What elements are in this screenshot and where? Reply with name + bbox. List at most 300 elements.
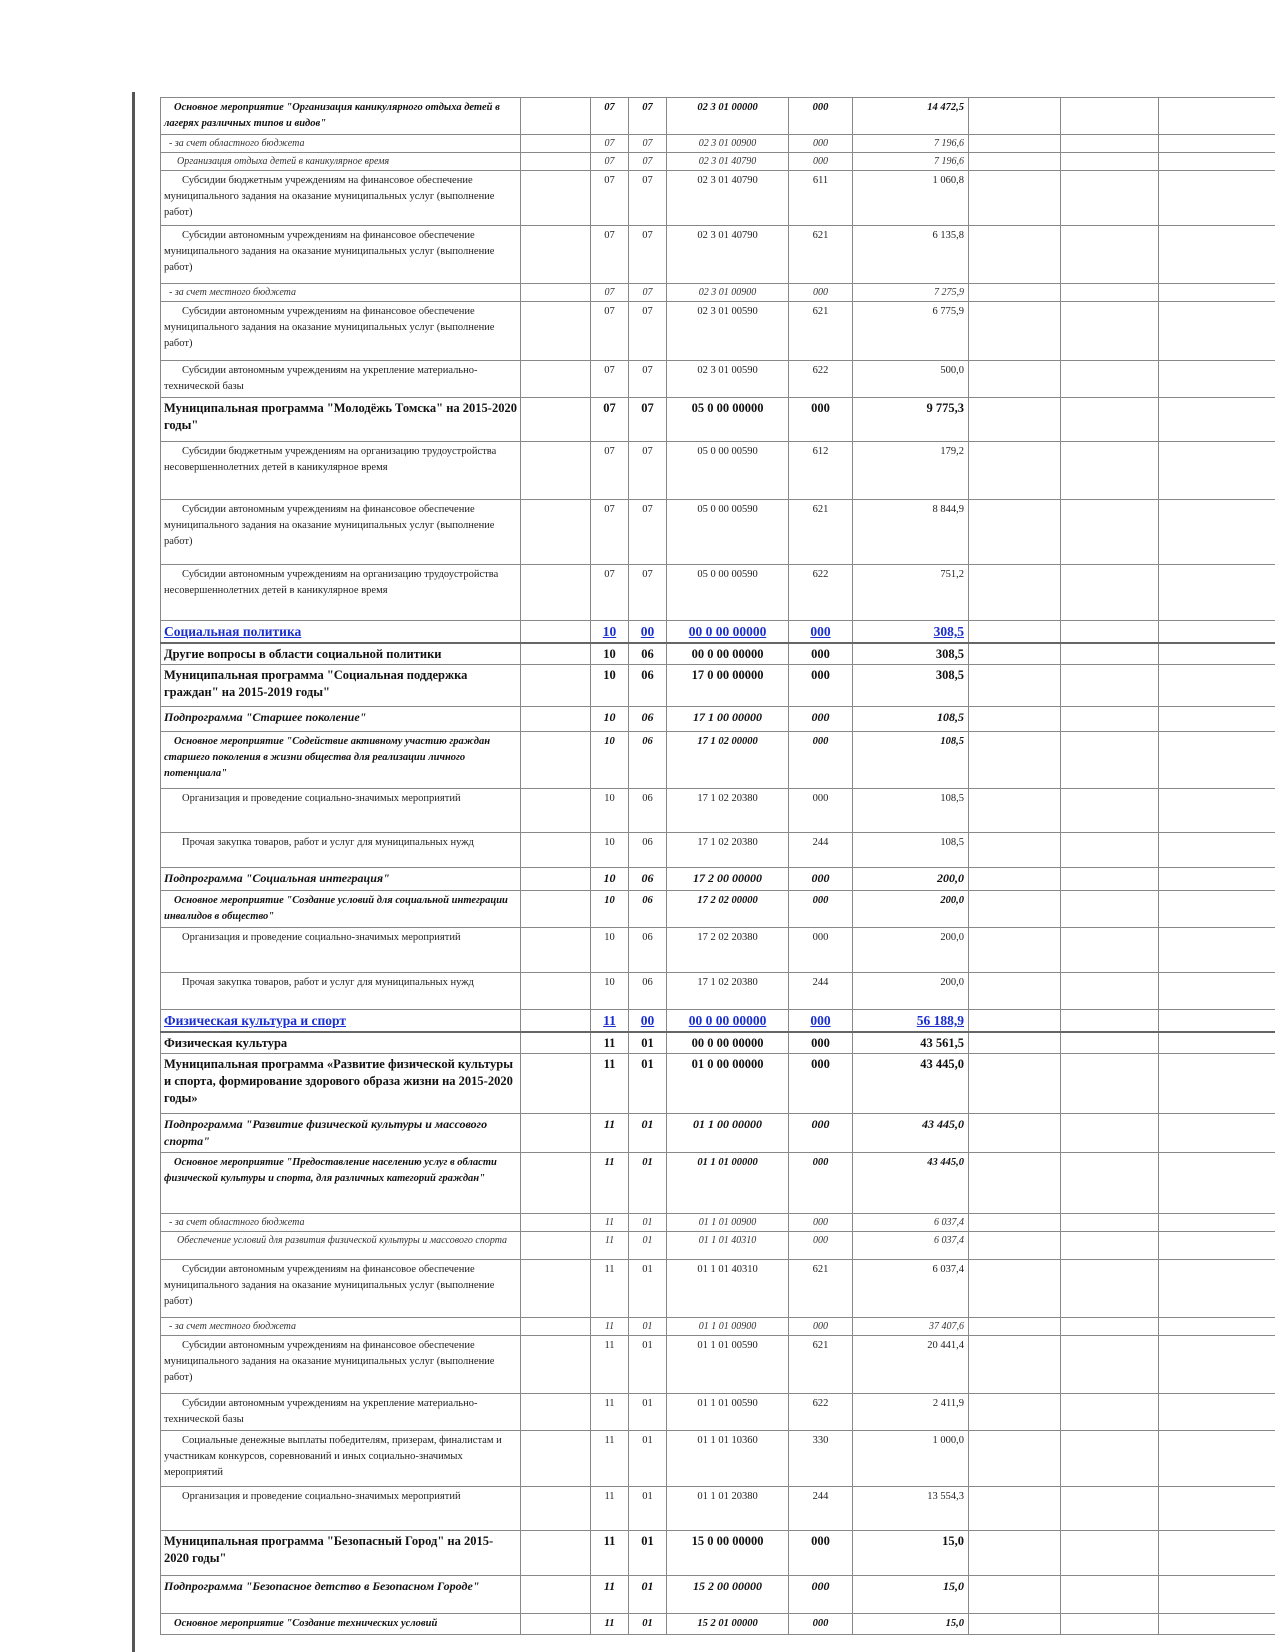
row-empty-cell	[1061, 442, 1159, 500]
row-amount: 108,5	[853, 833, 969, 868]
row-empty-cell	[521, 928, 591, 973]
row-name: Основное мероприятие "Создание условий для социальной интеграции инвалидов в общество"	[161, 891, 521, 928]
row-amount: 500,0	[853, 361, 969, 398]
table-row	[161, 442, 1275, 500]
row-amount: 1 060,8	[853, 171, 969, 226]
row-amount: 15,0	[853, 1576, 969, 1614]
row-section-code: 10	[591, 928, 629, 973]
row-target-article: 00 0 00 00000	[667, 643, 789, 665]
row-name: Субсидии автономным учреждениям на финансовое обеспечение муниципального задания на оказание муниципальных услуг (выполнение работ)	[161, 226, 521, 284]
row-amount: 14 472,5	[853, 98, 969, 135]
row-empty-cell	[1061, 732, 1159, 789]
row-target-article: 02 3 01 40790	[667, 171, 789, 226]
row-section-code: 07	[591, 153, 629, 171]
row-empty-cell	[521, 302, 591, 361]
row-empty-cell	[969, 868, 1061, 891]
row-amount: 13 554,3	[853, 1487, 969, 1531]
row-expense-type: 000	[789, 153, 853, 171]
row-empty-cell	[521, 665, 591, 707]
row-section-code: 10	[591, 643, 629, 665]
row-target-article: 05 0 00 00590	[667, 565, 789, 621]
row-section-code: 11	[591, 1576, 629, 1614]
row-empty-cell	[1159, 98, 1275, 135]
row-empty-cell	[969, 1214, 1061, 1232]
table-row	[161, 500, 1275, 565]
row-expense-type: 000	[789, 1054, 853, 1114]
table-row	[161, 928, 1275, 973]
row-section-code: 07	[591, 226, 629, 284]
row-empty-cell	[1061, 1260, 1159, 1318]
row-empty-cell	[969, 361, 1061, 398]
row-empty-cell	[1159, 1336, 1275, 1394]
row-name: - за счет областного бюджета	[161, 1214, 521, 1232]
table-row	[161, 284, 1275, 302]
row-section-code: 10	[591, 707, 629, 732]
row-section-code: 10	[591, 621, 629, 644]
row-subsection-code: 06	[629, 833, 667, 868]
table-row	[161, 153, 1275, 171]
row-subsection-code: 01	[629, 1214, 667, 1232]
row-target-article: 00 0 00 00000	[667, 621, 789, 644]
row-subsection-code: 06	[629, 973, 667, 1010]
row-amount: 56 188,9	[853, 1010, 969, 1033]
row-subsection-code: 07	[629, 442, 667, 500]
row-empty-cell	[1159, 1531, 1275, 1576]
row-empty-cell	[969, 500, 1061, 565]
row-empty-cell	[1159, 1576, 1275, 1614]
table-row	[161, 1336, 1275, 1394]
page-left-rule	[132, 92, 135, 1652]
row-empty-cell	[521, 226, 591, 284]
row-empty-cell	[969, 1032, 1061, 1054]
row-empty-cell	[521, 1318, 591, 1336]
row-amount: 179,2	[853, 442, 969, 500]
row-empty-cell	[1061, 1614, 1159, 1635]
row-expense-type: 622	[789, 1394, 853, 1431]
row-section-code: 07	[591, 442, 629, 500]
row-name: Подпрограмма "Развитие физической культуры и массового спорта"	[161, 1114, 521, 1153]
row-subsection-code: 01	[629, 1336, 667, 1394]
row-empty-cell	[521, 500, 591, 565]
row-target-article: 02 3 01 00000	[667, 98, 789, 135]
row-subsection-code: 01	[629, 1487, 667, 1531]
row-section-code: 07	[591, 98, 629, 135]
row-section-code: 11	[591, 1232, 629, 1260]
row-name: Подпрограмма "Безопасное детство в Безопасном Городе"	[161, 1576, 521, 1614]
row-empty-cell	[1159, 621, 1275, 644]
row-section-code: 10	[591, 868, 629, 891]
row-empty-cell	[1159, 789, 1275, 833]
table-row	[161, 361, 1275, 398]
table-row	[161, 1260, 1275, 1318]
row-name: Организация отдыха детей в каникулярное время	[161, 153, 521, 171]
row-expense-type: 000	[789, 1214, 853, 1232]
row-amount: 6 775,9	[853, 302, 969, 361]
row-target-article: 00 0 00 00000	[667, 1010, 789, 1033]
row-empty-cell	[969, 1010, 1061, 1033]
row-amount: 200,0	[853, 928, 969, 973]
row-subsection-code: 07	[629, 284, 667, 302]
row-empty-cell	[1159, 1054, 1275, 1114]
row-amount: 200,0	[853, 868, 969, 891]
row-amount: 7 196,6	[853, 153, 969, 171]
row-empty-cell	[969, 1232, 1061, 1260]
row-name: Субсидии бюджетным учреждениям на организацию трудоустройства несовершеннолетних детей в каникулярное время	[161, 442, 521, 500]
row-amount: 308,5	[853, 665, 969, 707]
table-row	[161, 1614, 1275, 1635]
table-row	[161, 98, 1275, 135]
row-empty-cell	[969, 1153, 1061, 1214]
table-row	[161, 1054, 1275, 1114]
row-name: Муниципальная программа "Социальная поддержка граждан" на 2015-2019 годы"	[161, 665, 521, 707]
row-empty-cell	[1061, 621, 1159, 644]
row-empty-cell	[969, 1531, 1061, 1576]
row-empty-cell	[521, 98, 591, 135]
row-empty-cell	[1159, 1614, 1275, 1635]
row-name: - за счет местного бюджета	[161, 1318, 521, 1336]
row-section-code: 07	[591, 398, 629, 442]
row-expense-type: 612	[789, 442, 853, 500]
row-subsection-code: 06	[629, 928, 667, 973]
row-subsection-code: 07	[629, 171, 667, 226]
row-empty-cell	[1061, 226, 1159, 284]
row-subsection-code: 01	[629, 1614, 667, 1635]
table-row	[161, 707, 1275, 732]
row-expense-type: 000	[789, 868, 853, 891]
row-target-article: 01 1 01 40310	[667, 1260, 789, 1318]
table-row	[161, 665, 1275, 707]
row-empty-cell	[521, 1214, 591, 1232]
row-subsection-code: 07	[629, 361, 667, 398]
row-section-code: 11	[591, 1336, 629, 1394]
table-row	[161, 789, 1275, 833]
row-name: Прочая закупка товаров, работ и услуг для муниципальных нужд	[161, 833, 521, 868]
table-row	[161, 973, 1275, 1010]
row-amount: 7 196,6	[853, 135, 969, 153]
row-target-article: 02 3 01 00900	[667, 135, 789, 153]
row-section-code: 11	[591, 1054, 629, 1114]
row-empty-cell	[1061, 891, 1159, 928]
row-empty-cell	[1159, 833, 1275, 868]
row-empty-cell	[969, 171, 1061, 226]
row-target-article: 05 0 00 00000	[667, 398, 789, 442]
row-empty-cell	[1159, 565, 1275, 621]
table-row	[161, 1576, 1275, 1614]
row-empty-cell	[1159, 171, 1275, 226]
row-empty-cell	[521, 361, 591, 398]
row-section-code: 07	[591, 500, 629, 565]
row-name: Основное мероприятие "Организация каникулярного отдыха детей в лагерях различных типов и видов"	[161, 98, 521, 135]
row-empty-cell	[1159, 1394, 1275, 1431]
row-target-article: 02 3 01 00590	[667, 302, 789, 361]
table-row	[161, 226, 1275, 284]
row-empty-cell	[969, 398, 1061, 442]
row-empty-cell	[521, 1114, 591, 1153]
row-target-article: 01 1 01 00900	[667, 1318, 789, 1336]
row-target-article: 01 1 01 00000	[667, 1153, 789, 1214]
row-empty-cell	[969, 707, 1061, 732]
row-empty-cell	[969, 442, 1061, 500]
row-expense-type: 622	[789, 361, 853, 398]
row-name: Обеспечение условий для развития физической культуры и массового спорта	[161, 1232, 521, 1260]
row-empty-cell	[1061, 1318, 1159, 1336]
row-empty-cell	[521, 1614, 591, 1635]
row-expense-type: 621	[789, 1260, 853, 1318]
row-subsection-code: 06	[629, 665, 667, 707]
table-row	[161, 643, 1275, 665]
table-row	[161, 732, 1275, 789]
row-expense-type: 000	[789, 98, 853, 135]
row-section-code: 07	[591, 302, 629, 361]
row-empty-cell	[1159, 1431, 1275, 1487]
row-target-article: 01 0 00 00000	[667, 1054, 789, 1114]
table-row	[161, 565, 1275, 621]
row-amount: 108,5	[853, 707, 969, 732]
row-expense-type: 621	[789, 302, 853, 361]
row-empty-cell	[1061, 135, 1159, 153]
row-section-code: 07	[591, 135, 629, 153]
row-amount: 308,5	[853, 643, 969, 665]
row-empty-cell	[969, 1431, 1061, 1487]
row-target-article: 17 1 02 20380	[667, 789, 789, 833]
row-empty-cell	[521, 153, 591, 171]
row-name: Субсидии автономным учреждениям на финансовое обеспечение муниципального задания на оказание муниципальных услуг (выполнение работ)	[161, 1336, 521, 1394]
row-subsection-code: 07	[629, 565, 667, 621]
row-empty-cell	[969, 789, 1061, 833]
row-amount: 751,2	[853, 565, 969, 621]
row-target-article: 02 3 01 00900	[667, 284, 789, 302]
row-subsection-code: 01	[629, 1153, 667, 1214]
row-empty-cell	[969, 1336, 1061, 1394]
row-empty-cell	[1061, 1487, 1159, 1531]
row-empty-cell	[1061, 1431, 1159, 1487]
row-empty-cell	[521, 565, 591, 621]
row-empty-cell	[1061, 973, 1159, 1010]
row-empty-cell	[969, 302, 1061, 361]
row-subsection-code: 01	[629, 1114, 667, 1153]
row-empty-cell	[1159, 973, 1275, 1010]
row-amount: 20 441,4	[853, 1336, 969, 1394]
row-target-article: 05 0 00 00590	[667, 442, 789, 500]
row-empty-cell	[969, 135, 1061, 153]
row-empty-cell	[1061, 833, 1159, 868]
row-section-code: 11	[591, 1487, 629, 1531]
row-target-article: 01 1 00 00000	[667, 1114, 789, 1153]
table-row	[161, 398, 1275, 442]
table-row	[161, 1487, 1275, 1531]
row-expense-type: 621	[789, 500, 853, 565]
row-target-article: 01 1 01 00900	[667, 1214, 789, 1232]
row-expense-type: 244	[789, 1487, 853, 1531]
row-target-article: 01 1 01 00590	[667, 1394, 789, 1431]
row-empty-cell	[1159, 284, 1275, 302]
row-empty-cell	[521, 135, 591, 153]
row-name: Субсидии автономным учреждениям на финансовое обеспечение муниципального задания на оказание муниципальных услуг (выполнение работ)	[161, 500, 521, 565]
row-empty-cell	[521, 868, 591, 891]
row-subsection-code: 01	[629, 1054, 667, 1114]
row-amount: 6 037,4	[853, 1260, 969, 1318]
row-expense-type: 000	[789, 621, 853, 644]
row-name: - за счет местного бюджета	[161, 284, 521, 302]
row-empty-cell	[1061, 153, 1159, 171]
row-empty-cell	[521, 1232, 591, 1260]
row-target-article: 17 1 02 20380	[667, 973, 789, 1010]
row-subsection-code: 07	[629, 226, 667, 284]
table-row	[161, 1153, 1275, 1214]
row-expense-type: 000	[789, 1232, 853, 1260]
row-expense-type: 611	[789, 171, 853, 226]
row-expense-type: 000	[789, 1010, 853, 1033]
row-name: Социальная политика	[161, 621, 521, 644]
row-amount: 15,0	[853, 1614, 969, 1635]
row-empty-cell	[521, 1260, 591, 1318]
row-empty-cell	[969, 1318, 1061, 1336]
row-empty-cell	[1061, 284, 1159, 302]
row-expense-type: 000	[789, 1318, 853, 1336]
row-empty-cell	[1061, 1336, 1159, 1394]
row-target-article: 00 0 00 00000	[667, 1032, 789, 1054]
row-empty-cell	[1061, 707, 1159, 732]
row-empty-cell	[969, 1054, 1061, 1114]
row-section-code: 07	[591, 171, 629, 226]
row-empty-cell	[521, 398, 591, 442]
row-subsection-code: 01	[629, 1260, 667, 1318]
row-empty-cell	[1061, 1576, 1159, 1614]
row-empty-cell	[969, 226, 1061, 284]
row-name: Основное мероприятие "Содействие активному участию граждан старшего поколения в жизни общества для реализации личного потенциала"	[161, 732, 521, 789]
row-amount: 43 445,0	[853, 1153, 969, 1214]
row-section-code: 11	[591, 1214, 629, 1232]
row-name: Субсидии автономным учреждениям на финансовое обеспечение муниципального задания на оказание муниципальных услуг (выполнение работ)	[161, 302, 521, 361]
row-subsection-code: 06	[629, 732, 667, 789]
row-subsection-code: 07	[629, 98, 667, 135]
row-expense-type: 000	[789, 1576, 853, 1614]
row-empty-cell	[969, 732, 1061, 789]
row-empty-cell	[1159, 732, 1275, 789]
row-name: Подпрограмма "Социальная интеграция"	[161, 868, 521, 891]
row-expense-type: 244	[789, 973, 853, 1010]
row-name: Подпрограмма "Старшее поколение"	[161, 707, 521, 732]
row-amount: 6 135,8	[853, 226, 969, 284]
row-subsection-code: 06	[629, 891, 667, 928]
row-name: Социальные денежные выплаты победителям, призерам, финалистам и участникам конкурсов, соревнований и иных социально-значимых мероприятий	[161, 1431, 521, 1487]
row-section-code: 11	[591, 1394, 629, 1431]
row-target-article: 02 3 01 40790	[667, 153, 789, 171]
row-empty-cell	[521, 621, 591, 644]
row-subsection-code: 07	[629, 398, 667, 442]
row-section-code: 11	[591, 1614, 629, 1635]
row-target-article: 17 2 02 00000	[667, 891, 789, 928]
row-subsection-code: 06	[629, 643, 667, 665]
row-empty-cell	[1061, 302, 1159, 361]
budget-table-body	[161, 98, 1275, 1635]
row-empty-cell	[1061, 1153, 1159, 1214]
row-target-article: 02 3 01 40790	[667, 226, 789, 284]
row-empty-cell	[521, 1153, 591, 1214]
row-empty-cell	[1159, 135, 1275, 153]
row-section-code: 10	[591, 891, 629, 928]
row-empty-cell	[521, 1336, 591, 1394]
row-empty-cell	[1061, 361, 1159, 398]
row-section-code: 07	[591, 284, 629, 302]
row-empty-cell	[1159, 643, 1275, 665]
row-expense-type: 000	[789, 643, 853, 665]
row-amount: 108,5	[853, 732, 969, 789]
row-subsection-code: 01	[629, 1032, 667, 1054]
row-empty-cell	[1061, 1232, 1159, 1260]
row-empty-cell	[969, 1114, 1061, 1153]
row-subsection-code: 06	[629, 789, 667, 833]
row-empty-cell	[969, 565, 1061, 621]
row-empty-cell	[969, 153, 1061, 171]
row-target-article: 01 1 01 10360	[667, 1431, 789, 1487]
row-empty-cell	[521, 1054, 591, 1114]
row-section-code: 11	[591, 1318, 629, 1336]
row-expense-type: 000	[789, 1153, 853, 1214]
row-name: Физическая культура и спорт	[161, 1010, 521, 1033]
row-amount: 6 037,4	[853, 1214, 969, 1232]
row-amount: 7 275,9	[853, 284, 969, 302]
row-empty-cell	[1159, 1114, 1275, 1153]
row-name: Субсидии автономным учреждениям на укрепление материально-технической базы	[161, 1394, 521, 1431]
table-row	[161, 135, 1275, 153]
row-target-article: 17 0 00 00000	[667, 665, 789, 707]
budget-table	[160, 97, 1275, 1635]
row-empty-cell	[1061, 565, 1159, 621]
row-target-article: 01 1 01 20380	[667, 1487, 789, 1531]
row-section-code: 10	[591, 732, 629, 789]
row-empty-cell	[1159, 868, 1275, 891]
row-name: Субсидии автономным учреждениям на организацию трудоустройства несовершеннолетних детей в каникулярное время	[161, 565, 521, 621]
row-empty-cell	[1159, 1214, 1275, 1232]
row-subsection-code: 07	[629, 302, 667, 361]
row-empty-cell	[969, 928, 1061, 973]
row-expense-type: 000	[789, 1531, 853, 1576]
row-amount: 43 561,5	[853, 1032, 969, 1054]
row-empty-cell	[1159, 1232, 1275, 1260]
row-empty-cell	[969, 1260, 1061, 1318]
row-expense-type: 000	[789, 891, 853, 928]
table-row	[161, 1032, 1275, 1054]
row-empty-cell	[1061, 1114, 1159, 1153]
row-empty-cell	[521, 1010, 591, 1033]
row-amount: 200,0	[853, 891, 969, 928]
row-subsection-code: 00	[629, 621, 667, 644]
row-expense-type: 622	[789, 565, 853, 621]
row-expense-type: 000	[789, 732, 853, 789]
row-name: Физическая культура	[161, 1032, 521, 1054]
row-name: - за счет областного бюджета	[161, 135, 521, 153]
row-empty-cell	[521, 1431, 591, 1487]
row-name: Прочая закупка товаров, работ и услуг для муниципальных нужд	[161, 973, 521, 1010]
row-empty-cell	[521, 442, 591, 500]
row-empty-cell	[521, 1032, 591, 1054]
row-target-article: 17 2 02 20380	[667, 928, 789, 973]
row-name: Организация и проведение социально-значимых мероприятий	[161, 928, 521, 973]
row-empty-cell	[521, 1531, 591, 1576]
row-name: Муниципальная программа "Молодёжь Томска" на 2015-2020 годы"	[161, 398, 521, 442]
row-empty-cell	[1159, 1487, 1275, 1531]
row-subsection-code: 06	[629, 868, 667, 891]
row-section-code: 10	[591, 789, 629, 833]
row-name: Муниципальная программа «Развитие физической культуры и спорта, формирование здорового образа жизни на 2015-2020 годы»	[161, 1054, 521, 1114]
row-amount: 2 411,9	[853, 1394, 969, 1431]
table-row	[161, 302, 1275, 361]
row-empty-cell	[1061, 789, 1159, 833]
row-name: Муниципальная программа "Безопасный Город" на 2015-2020 годы"	[161, 1531, 521, 1576]
table-row	[161, 621, 1275, 644]
row-empty-cell	[1061, 1032, 1159, 1054]
